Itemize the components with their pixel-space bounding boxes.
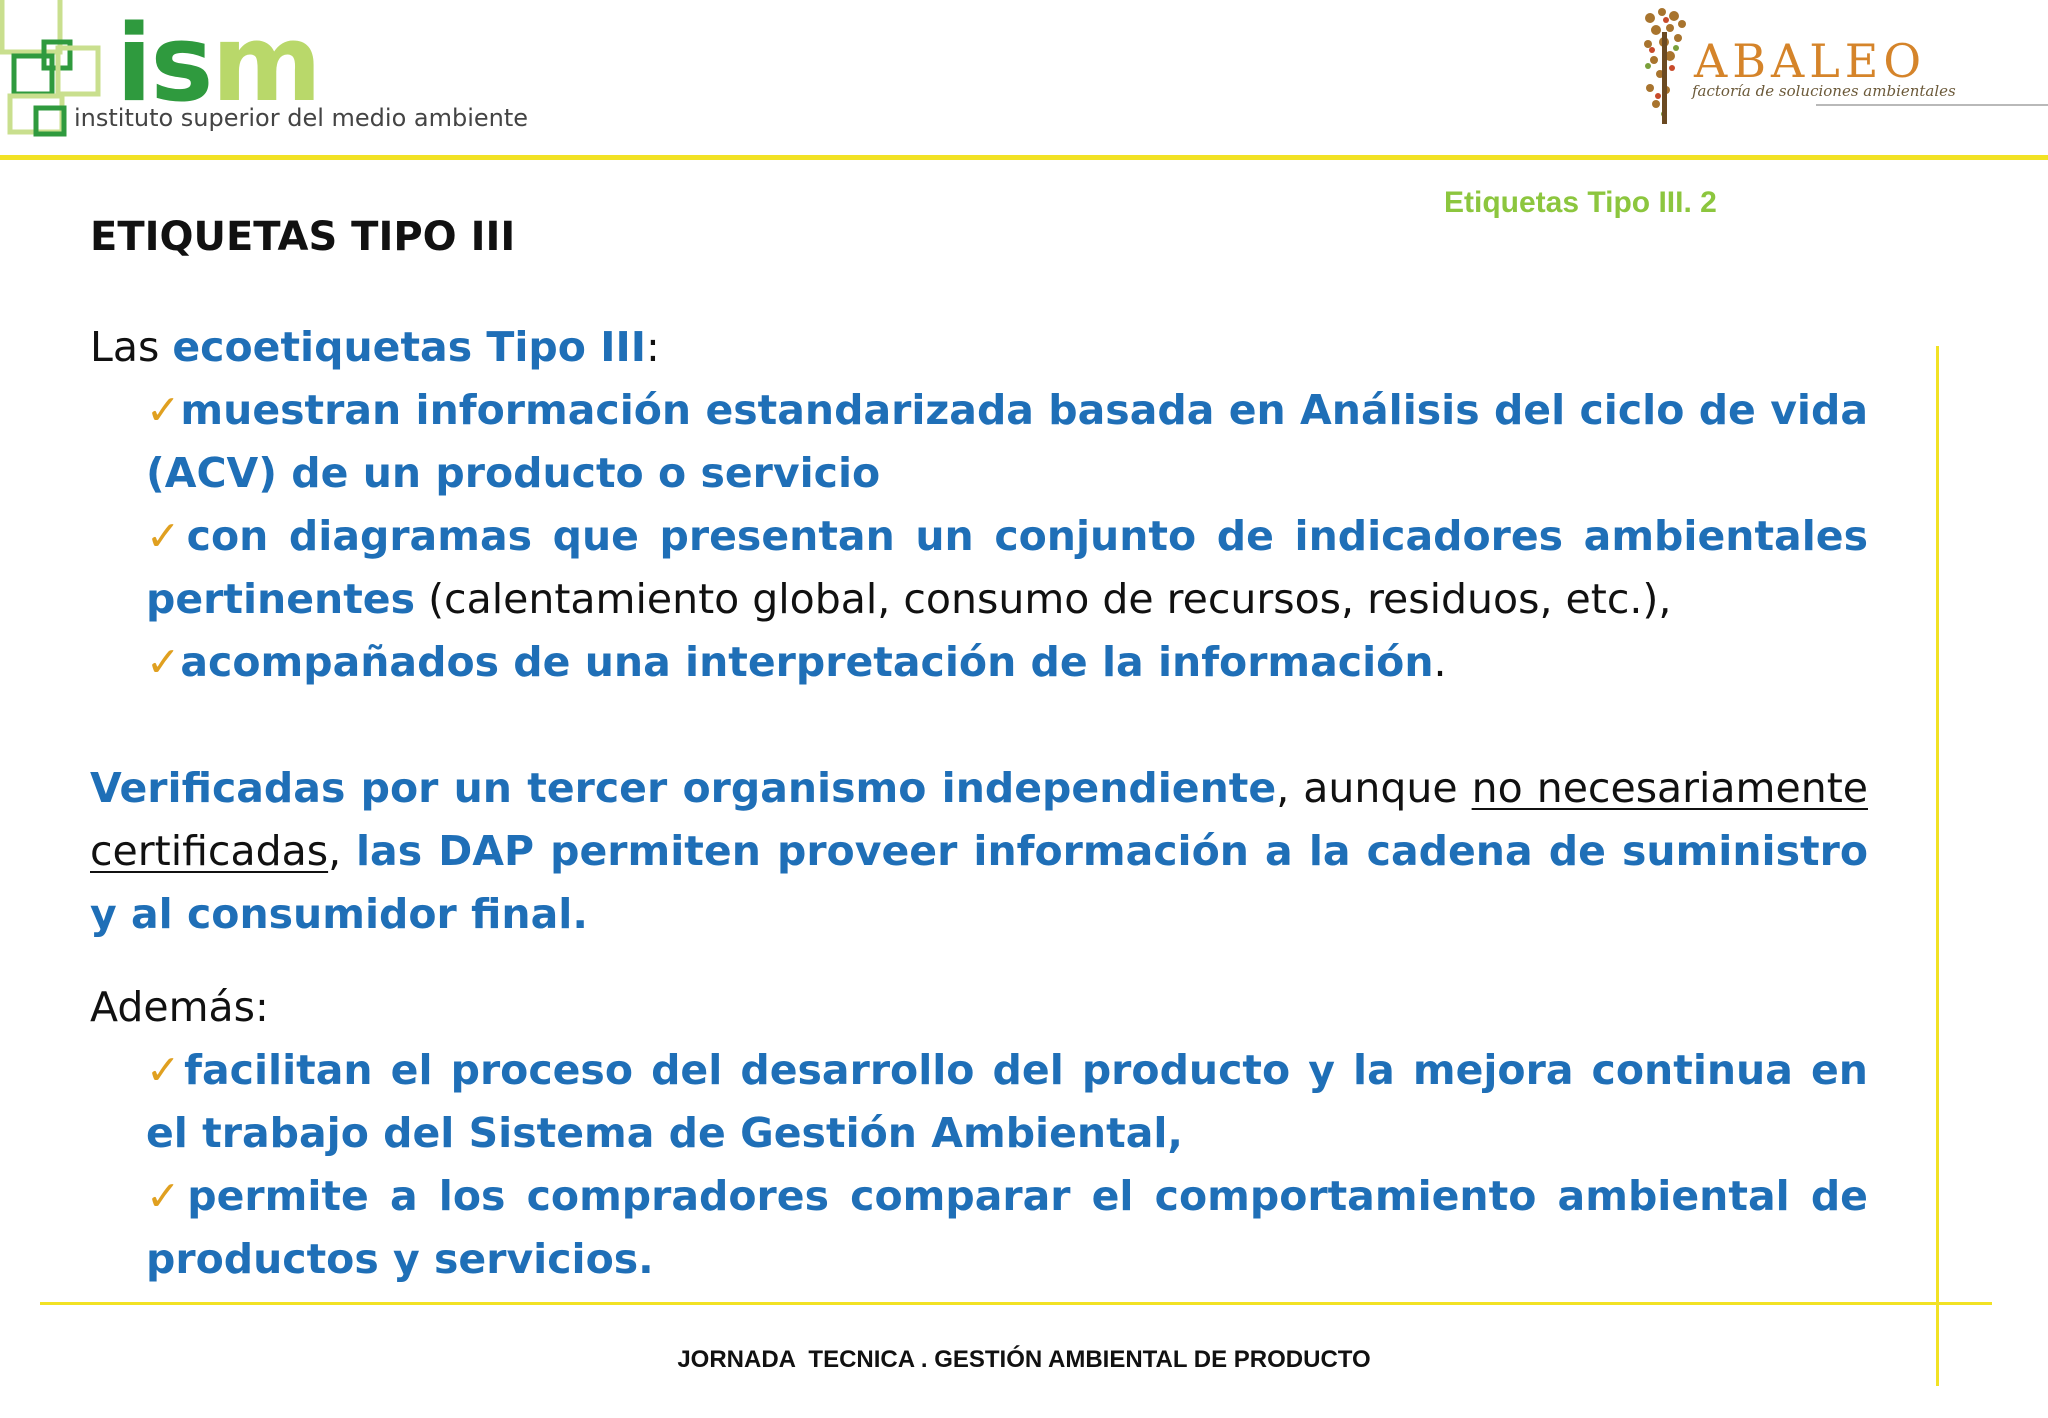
ism-logo-wordmark: ism	[116, 2, 320, 125]
check-icon: ✓	[146, 386, 181, 434]
bullet-rest: .	[1433, 638, 1447, 686]
ism-logo	[0, 0, 540, 150]
abaleo-logo-tagline: factoría de soluciones ambientales	[1692, 82, 1956, 100]
right-rule	[1936, 346, 1939, 1386]
abaleo-logo	[1636, 4, 2048, 134]
intro-lead: Las	[90, 323, 173, 371]
verified-plain-2: ,	[328, 827, 356, 875]
check-icon: ✓	[146, 1172, 188, 1220]
intro-line	[90, 316, 1868, 379]
verified-paragraph	[90, 757, 1868, 946]
bullet-highlight: facilitan el proceso del desarrollo del producto y la mejora continua en el trabajo del Sistema de Gestión Ambiental,	[146, 1046, 1868, 1157]
bullet-item	[90, 379, 1868, 505]
ism-logo-tagline: instituto superior del medio ambiente	[74, 104, 529, 132]
spacer	[90, 946, 1868, 976]
spacer	[90, 694, 1868, 757]
check-icon: ✓	[146, 1046, 185, 1094]
check-icon: ✓	[146, 512, 187, 560]
bullet-item	[90, 1165, 1868, 1291]
slide-title: ETIQUETAS TIPO III	[90, 214, 516, 260]
footer-text: JORNADA TECNICA . GESTIÓN AMBIENTAL DE PRODUCTO	[677, 1346, 1371, 1373]
intro-highlight: ecoetiquetas Tipo III	[172, 323, 646, 371]
verified-highlight-2: las DAP permiten proveer información a la cadena de suministro y al consumidor final.	[90, 827, 1868, 938]
bullet-item	[90, 505, 1868, 631]
verified-underlined: no necesariamente certificadas	[90, 764, 1868, 875]
verified-plain-1: , aunque	[1276, 764, 1472, 812]
intro-colon: :	[645, 323, 660, 371]
bullet-item	[90, 1039, 1868, 1165]
abaleo-underline	[1816, 104, 2048, 106]
footer-rule	[40, 1302, 1992, 1305]
bullet-highlight: con diagramas que presentan un conjunto de indicadores ambientales pertinentes	[146, 512, 1868, 623]
bullet-rest: (calentamiento global, consumo de recursos, residuos, etc.),	[415, 575, 1672, 623]
check-icon: ✓	[146, 638, 181, 686]
slide-reference: Etiquetas Tipo III. 2	[1444, 186, 1717, 219]
verified-highlight-1: Verificadas por un tercer organismo independiente	[90, 764, 1277, 812]
ademas-line: Además:	[90, 983, 269, 1031]
abaleo-logo-wordmark: ABALEO	[1694, 34, 1927, 88]
header-rule	[0, 155, 2048, 160]
bullet-highlight: acompañados de una interpretación de la información	[180, 638, 1434, 686]
bullet-item	[90, 631, 1868, 694]
slide-body	[90, 316, 1868, 1291]
bullet-highlight: muestran información estandarizada basada en Análisis del ciclo de vida (ACV) de un producto o servicio	[146, 386, 1868, 497]
bullet-highlight: permite a los compradores comparar el comportamiento ambiental de productos y servicios.	[146, 1172, 1868, 1283]
